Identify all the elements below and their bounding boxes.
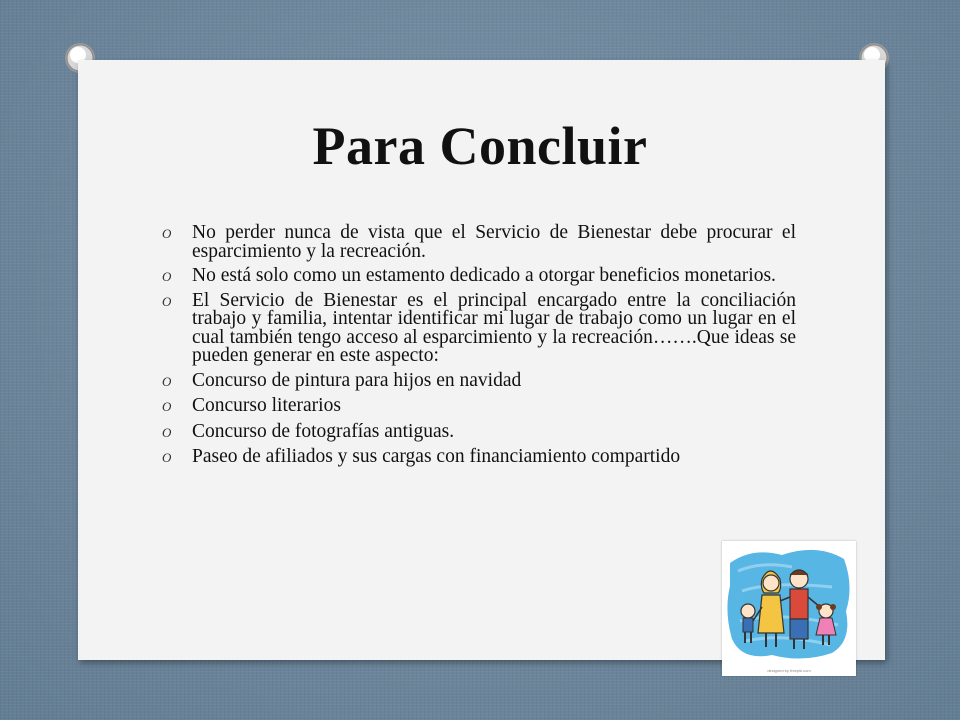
bullet-o-icon: O bbox=[162, 226, 172, 241]
bullet-o-icon: O bbox=[162, 399, 172, 414]
bullet-text: No está solo como un estamento dedicado a otorgar beneficios monetarios. bbox=[192, 265, 776, 286]
family-drawing-icon bbox=[722, 541, 856, 666]
bullet-o-icon: O bbox=[162, 269, 172, 284]
list-item bbox=[162, 369, 796, 391]
bullet-text: El Servicio de Bienestar es el principal encargado entre la conciliación trabajo y familia, intentar identificar mi lugar de trabajo como un lugar en el cual también tengo acceso al esparcimiento y la recreación…….Que ideas se pueden generar en este aspecto: bbox=[192, 289, 796, 366]
list-item bbox=[162, 289, 796, 366]
bullet-text: Concurso de pintura para hijos en navidad bbox=[192, 369, 522, 391]
bullet-text: Concurso literarios bbox=[192, 395, 341, 416]
list-item bbox=[162, 420, 796, 442]
bullet-text: Paseo de afiliados y sus cargas con financiamiento compartido bbox=[192, 446, 681, 467]
slide-title: Para Concluir bbox=[312, 116, 648, 176]
bullet-o-icon: O bbox=[162, 373, 172, 389]
bullet-list bbox=[162, 224, 796, 474]
list-item bbox=[162, 267, 796, 286]
image-credit: designed by freepik.com bbox=[767, 668, 811, 673]
bullet-text: No perder nunca de vista que el Servicio de Bienestar debe procurar el esparcimiento y la recreación. bbox=[192, 222, 796, 262]
bullet-o-icon: O bbox=[162, 424, 172, 440]
family-illustration bbox=[722, 541, 856, 676]
bullet-text: Concurso de fotografías antiguas. bbox=[192, 420, 455, 442]
bullet-o-icon: O bbox=[162, 293, 172, 309]
list-item bbox=[162, 224, 796, 261]
bullet-o-icon: O bbox=[162, 450, 172, 465]
list-item bbox=[162, 397, 796, 416]
list-item bbox=[162, 448, 796, 467]
